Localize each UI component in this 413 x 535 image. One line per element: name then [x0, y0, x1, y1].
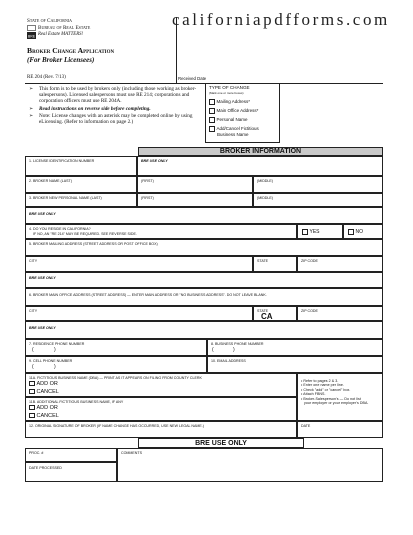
dba-b-field[interactable]: 11B. ADDITIONAL FICTITIOUS BUSINESS NAME, IF ANY ADD OR CANCEL [25, 397, 297, 421]
bureau-name: Bureau of Real Estate [38, 25, 91, 31]
new-name-last-field[interactable]: 3. BROKER NEW PERSONAL NAME (LAST) [25, 193, 137, 207]
checkbox[interactable] [209, 99, 215, 105]
form-number: RE 204 (Rev. 7/13) [27, 75, 66, 80]
checkbox[interactable] [29, 389, 35, 395]
broker-information-header: BROKER INFORMATION [138, 147, 383, 156]
svg-text:BRE: BRE [27, 34, 36, 39]
business-phone-field[interactable]: 8. BUSINESS PHONE NUMBER ( ) [207, 339, 383, 356]
divider [25, 83, 383, 84]
instruction-3: ➢ Note: License changes with an asterisk may be completed online by using eLicensing. (Refer to information on page 2.) [29, 112, 193, 126]
dba-notes: • Refer to pages 2 & 3. • Enter one name per line. • Check "add" or "cancel" box. • Attach FBNS. • Broker-Salesperson's — Do not list your employer or your employer's DBA. [297, 373, 383, 421]
mailing-address-field[interactable]: 5. BROKER MAILING ADDRESS (STREET ADDRESS OR POST OFFICE BOX) [25, 239, 383, 256]
instruction-1: ➢ This form is to be used by brokers only (including those working as broker-salespersons). Licensed salespersons must use RE 214; corporations and corporation officers must use RE 204A. [29, 86, 197, 105]
change-fictitious-name-cont: Business Name [217, 131, 249, 137]
bre-use-only-footer-header: BRE USE ONLY [138, 438, 304, 448]
change-mailing-address[interactable]: Mailing Address* [209, 97, 259, 106]
form-subtitle: (For Broker Licensees) [27, 56, 95, 64]
arrow-icon: ➢ [29, 105, 34, 112]
office-zip-field[interactable]: ZIP CODE [297, 306, 383, 321]
checkbox[interactable] [302, 229, 308, 235]
checkbox[interactable] [209, 108, 215, 114]
arrow-icon: ➢ [29, 86, 34, 92]
change-main-office[interactable]: Main Office Address* [209, 106, 259, 115]
reside-california-question: 4. DO YOU RESIDE IN CALIFORNIA? IF NO, AN "RE 214" MAY BE REQUIRED. SEE REVERSE SIDE. [25, 224, 297, 239]
type-of-change-box [205, 83, 280, 143]
type-of-change-title: TYPE OF CHANGE [209, 85, 250, 90]
checkbox[interactable] [348, 229, 354, 235]
bre-use-license: BRE USE ONLY [137, 156, 383, 176]
watermark: californiapdfforms.com [172, 10, 390, 29]
change-personal-name[interactable]: Personal Name [209, 115, 259, 124]
signature-date-field[interactable]: DATE [297, 421, 383, 438]
checkbox[interactable] [209, 126, 215, 132]
checkbox[interactable] [29, 413, 35, 419]
date-processed-field: DATE PROCESSED [25, 462, 117, 482]
name-middle-field[interactable]: (MIDDLE) [253, 176, 383, 193]
instruction-2: ➢ Read instructions on reverse side before completing. [29, 105, 151, 112]
reside-yes-option[interactable]: YES [297, 224, 343, 239]
state-name: State of California [27, 18, 73, 24]
mailing-zip-field[interactable]: ZIP CODE [297, 256, 383, 272]
dba-a-field[interactable]: 11A. FICTITIOUS BUSINESS NAME (DBA) — PRINT AS IT APPEARS ON FILING FROM COUNTY CLERK ADD OR CANCEL [25, 373, 297, 397]
email-field[interactable]: 10. EMAIL ADDRESS [207, 356, 383, 373]
new-name-first-field[interactable]: (FIRST) [137, 193, 253, 207]
name-last-field[interactable]: 2. BROKER NAME (LAST) [25, 176, 137, 193]
checkbox[interactable] [209, 117, 215, 123]
bre-seal-icon [27, 25, 36, 39]
dba-b-cancel-option[interactable]: CANCEL [29, 412, 59, 420]
reside-note: IF NO, AN "RE 214" MAY BE REQUIRED. SEE REVERSE SIDE. [33, 232, 137, 236]
change-fictitious-name[interactable]: Add/Cancel Fictitious [209, 126, 259, 132]
form-title: Broker Change Application [27, 46, 115, 55]
arrow-icon: ➢ [29, 112, 34, 119]
tagline: Real Estate MATTERS! [38, 32, 84, 37]
main-office-address-field[interactable]: 6. BROKER MAIN OFFICE ADDRESS (STREET ADDRESS) — ENTER MAIN ADDRESS OR "NO BUSINESS ADDRESS". DO NOT LEAVE BLANK. [25, 288, 383, 306]
bre-use-row-6: BRE USE ONLY [25, 321, 383, 339]
proc-field: PROC. # [25, 448, 117, 462]
received-date-label: Received Date [178, 76, 207, 81]
new-name-middle-field[interactable]: (MIDDLE) [253, 193, 383, 207]
mailing-state-field[interactable]: STATE [253, 256, 297, 272]
bre-use-row-5: BRE USE ONLY [25, 272, 383, 288]
license-id-field[interactable]: 1. LICENSE IDENTIFICATION NUMBER [25, 156, 137, 176]
dba-b-add-option[interactable]: ADD OR [29, 404, 59, 412]
bre-use-row-3: BRE USE ONLY [25, 207, 383, 224]
comments-field: COMMENTS [117, 448, 383, 482]
reside-no-option[interactable]: NO [343, 224, 383, 239]
office-state-field[interactable]: STATE CA [253, 306, 297, 321]
office-state-value: CA [261, 312, 273, 321]
name-first-field[interactable]: (FIRST) [137, 176, 253, 193]
office-city-field[interactable]: CITY [25, 306, 253, 321]
mailing-city-field[interactable]: CITY [25, 256, 253, 272]
type-of-change-subtitle: (Mark one or more boxes) [209, 91, 244, 95]
residence-phone-field[interactable]: 7. RESIDENCE PHONE NUMBER ( ) [25, 339, 207, 356]
received-date-box[interactable] [176, 17, 205, 83]
signature-field[interactable]: 12. ORIGINAL SIGNATURE OF BROKER (IF NAME CHANGE HAS OCCURRED, USE NEW LEGAL NAME.) [25, 421, 297, 438]
cell-phone-field[interactable]: 9. CELL PHONE NUMBER ( ) [25, 356, 207, 373]
dba-a-add-option[interactable]: ADD OR [29, 380, 59, 388]
checkbox[interactable] [29, 405, 35, 411]
checkbox[interactable] [29, 381, 35, 387]
dba-a-cancel-option[interactable]: CANCEL [29, 388, 59, 396]
